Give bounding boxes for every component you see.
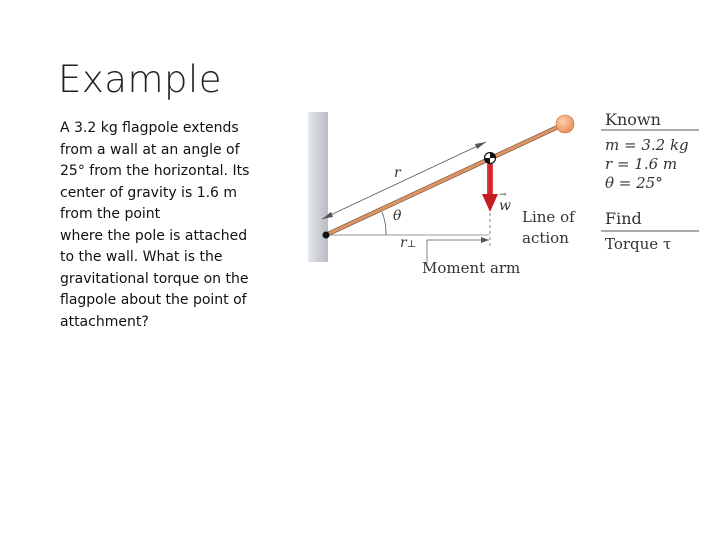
problem-line: where the pole is attached	[60, 227, 248, 244]
r-label: r	[394, 165, 401, 181]
line-of-action-label-2: action	[522, 229, 569, 247]
known-list	[605, 136, 689, 193]
find-item: Torque τ	[605, 235, 672, 253]
weight-arrow-head	[482, 194, 498, 212]
flagpole-ball	[556, 115, 574, 133]
w-label: w	[499, 198, 511, 214]
theta-arc	[382, 212, 386, 235]
r-arrowhead-end	[475, 142, 486, 149]
theta-label: θ	[393, 208, 402, 224]
problem-line: attachment?	[60, 313, 149, 330]
known-item-radius: r = 1.6 m	[605, 155, 678, 173]
r-perp-subscript: ⊥	[406, 239, 417, 250]
problem-line: 25° from the horizontal. Its	[60, 163, 250, 179]
problem-line: center of gravity is 1.6 m	[60, 184, 238, 201]
known-item-mass: m = 3.2 kg	[605, 136, 689, 154]
problem-line: flagpole about the point of	[60, 292, 247, 308]
problem-line: to the wall. What is the	[60, 249, 223, 265]
r-perp-label	[400, 235, 416, 251]
problem-line: gravitational torque on the	[60, 270, 249, 287]
problem-text	[60, 118, 275, 333]
r-perp-base: r	[400, 235, 407, 251]
slide-title: Example	[58, 58, 223, 101]
problem-line: A 3.2 kg flagpole extends	[60, 120, 239, 136]
known-item-angle: θ = 25°	[605, 174, 663, 192]
problem-line: from a wall at an angle of	[60, 141, 240, 158]
flagpole-figure	[306, 104, 706, 284]
find-heading: Find	[605, 209, 642, 228]
known-heading: Known	[605, 110, 661, 129]
problem-line: from the point	[60, 206, 161, 222]
line-of-action-label-1: Line of	[522, 208, 575, 226]
w-vector-arrow: →	[499, 190, 507, 200]
moment-arm-arrowhead	[481, 237, 489, 243]
weight-arrow-shaft	[487, 164, 493, 196]
wall	[308, 112, 328, 262]
pivot-point	[323, 232, 330, 239]
moment-arm-label: Moment arm	[422, 259, 521, 277]
r-dimension-line	[322, 142, 486, 219]
